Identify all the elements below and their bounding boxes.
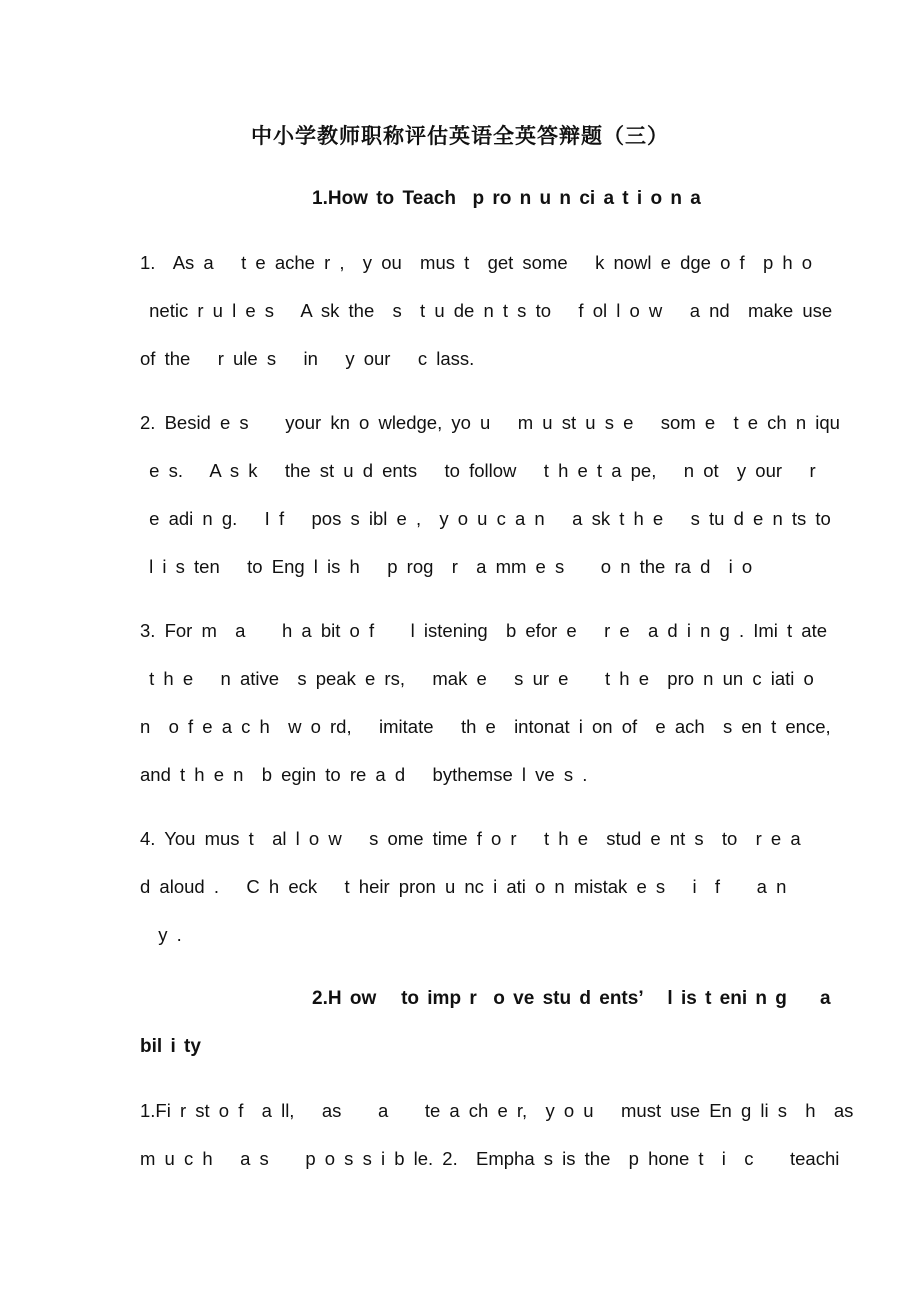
paragraph-line: 1. As a t e ache r , y ou mus t get some k nowl e dge o f p h o bbox=[140, 252, 813, 273]
paragraph-line: 3. For m a h a bit o f l istening b efor e r e a d i n g . Imi t ate bbox=[140, 620, 828, 641]
paragraph-line: d aloud . C h eck t heir pron u nc i ati o n mistak e s i f a n bbox=[140, 876, 787, 897]
document-title: 中小学教师职称评估英语全英答辩题（三） bbox=[251, 124, 669, 148]
paragraph-line: 4. You mus t al l o w s ome time f o r t h e stud e nt s to r e a bbox=[140, 828, 801, 849]
paragraph-line: of the r ule s in y our c lass. bbox=[140, 348, 475, 369]
paragraph-line: 2. Besid e s your kn o wledge, yo u m u st u s e som e t e ch n iqu bbox=[140, 412, 840, 433]
paragraph-line: n o f e a c h w o rd, imitate th e intonat i on of e ach s en t ence, bbox=[140, 716, 831, 737]
paragraph-line: 1.Fi r st o f a ll, as a te a ch e r, y o u must use En g li s h as bbox=[140, 1100, 854, 1121]
paragraph-line: m u c h a s p o s s i b le. 2. Empha s is the p hone t i c teachi bbox=[140, 1148, 840, 1169]
paragraph-line: e adi n g. I f pos s ibl e , y o u c a n a sk t h e s tu d e n ts to bbox=[140, 508, 831, 529]
paragraph-line: e s. A s k the st u d ents to follow t h e t a pe, n ot y our r bbox=[140, 460, 816, 481]
section-1-heading: 1.How to Teach p ro n u n ci a t i o n a bbox=[312, 188, 701, 209]
paragraph-line: and t h e n b egin to re a d bythemse l ve s . bbox=[140, 764, 588, 785]
paragraph-line: netic r u l e s A sk the s t u de n t s to f ol l o w a nd make use bbox=[140, 300, 833, 321]
section-2-heading: 2.H ow to imp r o ve stu d ents’ l is t eni n g a bbox=[312, 988, 831, 1009]
paragraph-line: t h e n ative s peak e rs, mak e s ur e t h e pro n un c iati o bbox=[140, 668, 814, 689]
section-2-heading-continued: bil i ty bbox=[140, 1036, 201, 1057]
paragraph-line: y . bbox=[140, 924, 182, 945]
paragraph-line: l i s ten to Eng l is h p rog r a mm e s o n the ra d i o bbox=[140, 556, 753, 577]
